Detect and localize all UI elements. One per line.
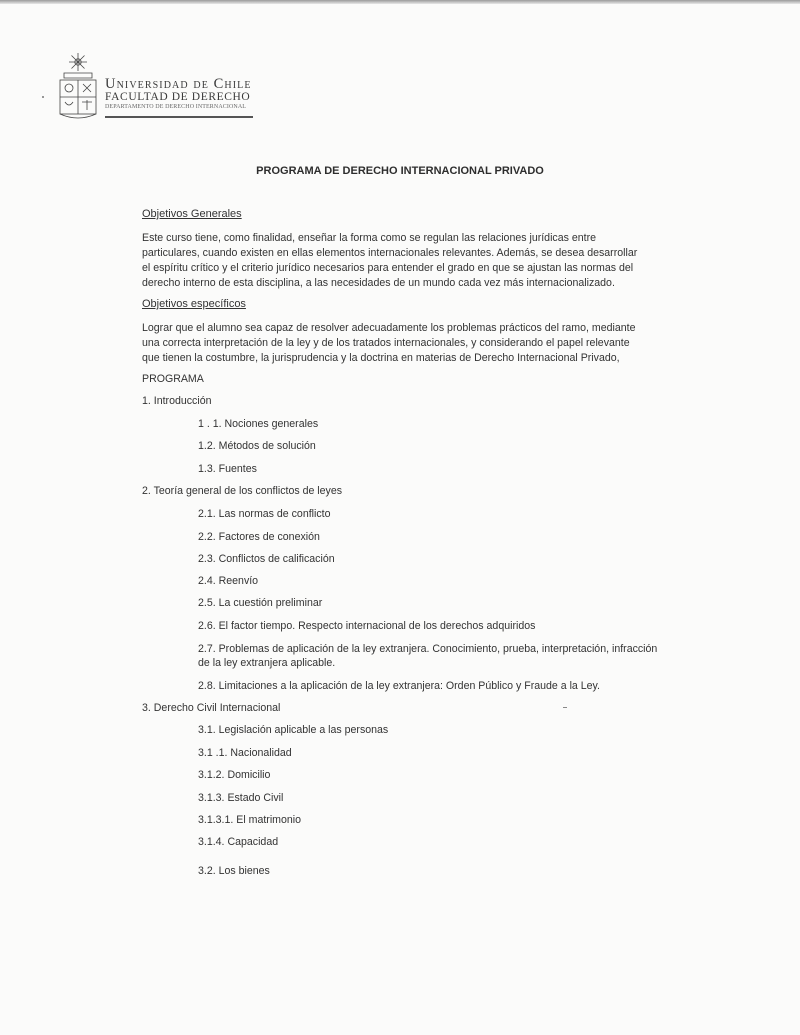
section-item: 2.1. Las normas de conflicto [198,508,331,520]
section-item: 3.1. Legislación aplicable a las personas [198,724,389,736]
paragraph-line: Este curso tiene, como finalidad, enseñar la forma como se regulan las relaciones jurídicas entre [142,232,597,244]
section-item: 3.2. Los bienes [198,865,270,877]
section-item: 3.1.3. Estado Civil [198,792,284,804]
section-item: 2.7. Problemas de aplicación de la ley extranjera. Conocimiento, prueba, interpretación, infracción de la ley extranjera aplicable. [198,643,658,669]
section-item: 2.5. La cuestión preliminar [198,597,323,609]
header-rule [105,116,253,118]
section-title: 2. Teoría general de los conflictos de leyes [142,485,343,497]
section-item: 2.3. Conflictos de calificación [198,553,335,565]
section-item: 2.6. El factor tiempo. Respecto internacional de los derechos adquiridos [198,620,536,632]
specific-objectives-heading: Objetivos específicos [142,298,246,310]
section-item: 3.1.3.1. El matrimonio [198,814,302,826]
faculty-name: FACULTAD DE DERECHO [105,91,251,103]
paragraph-line: derecho interno de esta disciplina, a las necesidades de un mundo cada vez más internacionalizado. [142,277,615,289]
section-item: 1.3. Fuentes [198,463,257,475]
scan-speck [42,96,44,98]
scan-mark [563,707,567,708]
university-crest-icon [56,52,100,122]
section-item: 3.1.4. Capacidad [198,836,279,848]
document-title: PROGRAMA DE DERECHO INTERNACIONAL PRIVADO [256,165,544,177]
section-item: 2.4. Reenvío [198,575,259,587]
section-item: 1 . 1. Nociones generales [198,418,319,430]
paragraph-line: el espíritu crítico y el criterio jurídico necesarios para entender el grado en que se ajustan las normas del [142,262,634,274]
program-label: PROGRAMA [142,373,204,385]
paragraph-line: Lograr que el alumno sea capaz de resolver adecuadamente los problemas prácticos del ramo, mediante [142,322,636,334]
general-objectives-paragraph [142,231,668,291]
general-objectives-heading: Objetivos Generales [142,208,242,220]
section-item: 3.1.2. Domicilio [198,769,271,781]
section-item: 2.2. Factores de conexión [198,531,320,543]
section-item: 1.2. Métodos de solución [198,440,316,452]
paragraph-line: particulares, cuando existen en ellas elementos internacionales relevantes. Además, se desea desarrollar [142,247,638,259]
university-name: Universidad de Chile [105,76,252,92]
specific-objectives-paragraph [142,321,668,366]
section-title: 1. Introducción [142,395,212,407]
paragraph-line: una correcta interpretación de la ley y de los tratados internacionales, y considerando el papel relevante [142,337,630,349]
department-name: DEPARTAMENTO DE DERECHO INTERNACIONAL [105,104,247,110]
section-item: 3.1 .1. Nacionalidad [198,747,292,759]
section-item: 2.8. Limitaciones a la aplicación de la ley extranjera: Orden Público y Fraude a la Ley. [198,680,600,692]
paragraph-line: que tienen la costumbre, la jurisprudencia y la doctrina en materias de Derecho Internacional Privado, [142,352,620,364]
section-title: 3. Derecho Civil Internacional [142,702,281,714]
